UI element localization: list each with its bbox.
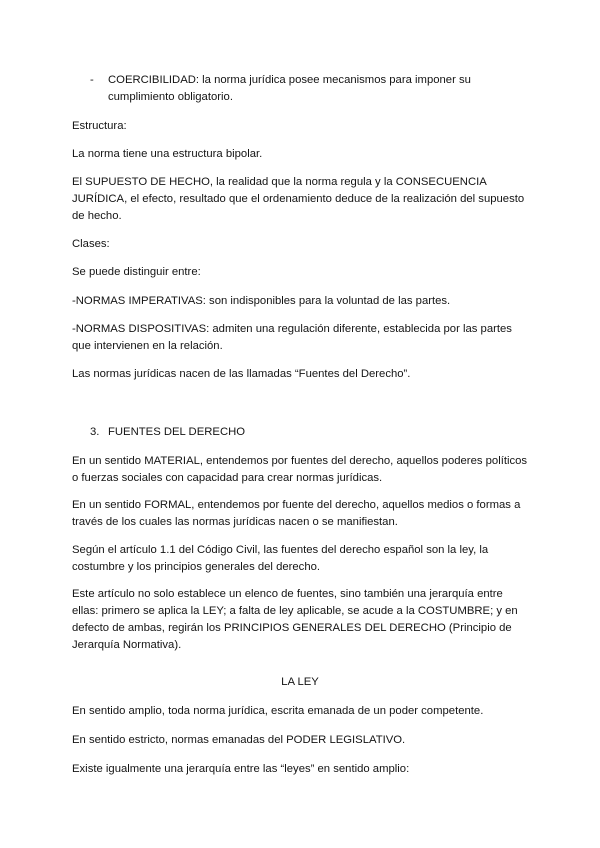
- sentido-material-paragraph: En un sentido MATERIAL, entendemos por fuentes del derecho, aquellos poderes políticos o fuerzas sociales con capacidad para crear normas jurídicas.: [72, 455, 528, 484]
- section-number: 3.: [90, 426, 100, 438]
- normas-dispositivas-paragraph: -NORMAS DISPOSITIVAS: admiten una regulación diferente, establecida por las partes que intervienen en la relación.: [72, 323, 512, 352]
- bullet-dash: -: [90, 74, 94, 86]
- supuesto-de-hecho-paragraph: El SUPUESTO DE HECHO, la realidad que la norma regula y la CONSECUENCIA JURÍDICA, el efecto, resultado que el ordenamiento deduce de la realización del supuesto de hecho.: [72, 176, 525, 222]
- fuentes-del-derecho-intro: Las normas jurídicas nacen de las llamadas “Fuentes del Derecho”.: [72, 368, 411, 380]
- clases-label: Clases:: [72, 238, 110, 250]
- ley-sentido-amplio-paragraph: En sentido amplio, toda norma jurídica, escrita emanada de un poder competente.: [72, 705, 484, 717]
- jerarquia-leyes-paragraph: Existe igualmente una jerarquía entre las “leyes” en sentido amplio:: [72, 763, 410, 775]
- estructura-bipolar-paragraph: La norma tiene una estructura bipolar.: [72, 148, 263, 160]
- normas-imperativas-paragraph: -NORMAS IMPERATIVAS: son indisponibles para la voluntad de las partes.: [72, 295, 451, 307]
- articulo-codigo-civil-paragraph: Según el artículo 1.1 del Código Civil, las fuentes del derecho español son la ley, la costumbre y los principios generales del derecho.: [72, 544, 489, 573]
- jerarquia-normativa-paragraph: Este artículo no solo establece un elenco de fuentes, sino también una jerarquía entre ellas: primero se aplica la LEY; a falta de ley aplicable, se acude a la COSTUMBRE; y en defecto de ambas, regirán los PRINCIPIOS GENERALES DEL DERECHO (Principio de Jerarquía Normativa).: [72, 588, 518, 651]
- la-ley-heading: LA LEY: [281, 676, 319, 688]
- section-title: FUENTES DEL DERECHO: [108, 426, 246, 438]
- distinguir-paragraph: Se puede distinguir entre:: [72, 266, 201, 278]
- coercibilidad-bullet: COERCIBILIDAD: la norma jurídica posee mecanismos para imponer su cumplimiento obligatorio.: [108, 74, 471, 103]
- sentido-formal-paragraph: En un sentido FORMAL, entendemos por fuente del derecho, aquellos medios o formas a través de los cuales las normas jurídicas nacen o se manifiestan.: [72, 499, 521, 528]
- estructura-label: Estructura:: [72, 120, 127, 132]
- ley-sentido-estricto-paragraph: En sentido estricto, normas emanadas del PODER LEGISLATIVO.: [72, 734, 406, 746]
